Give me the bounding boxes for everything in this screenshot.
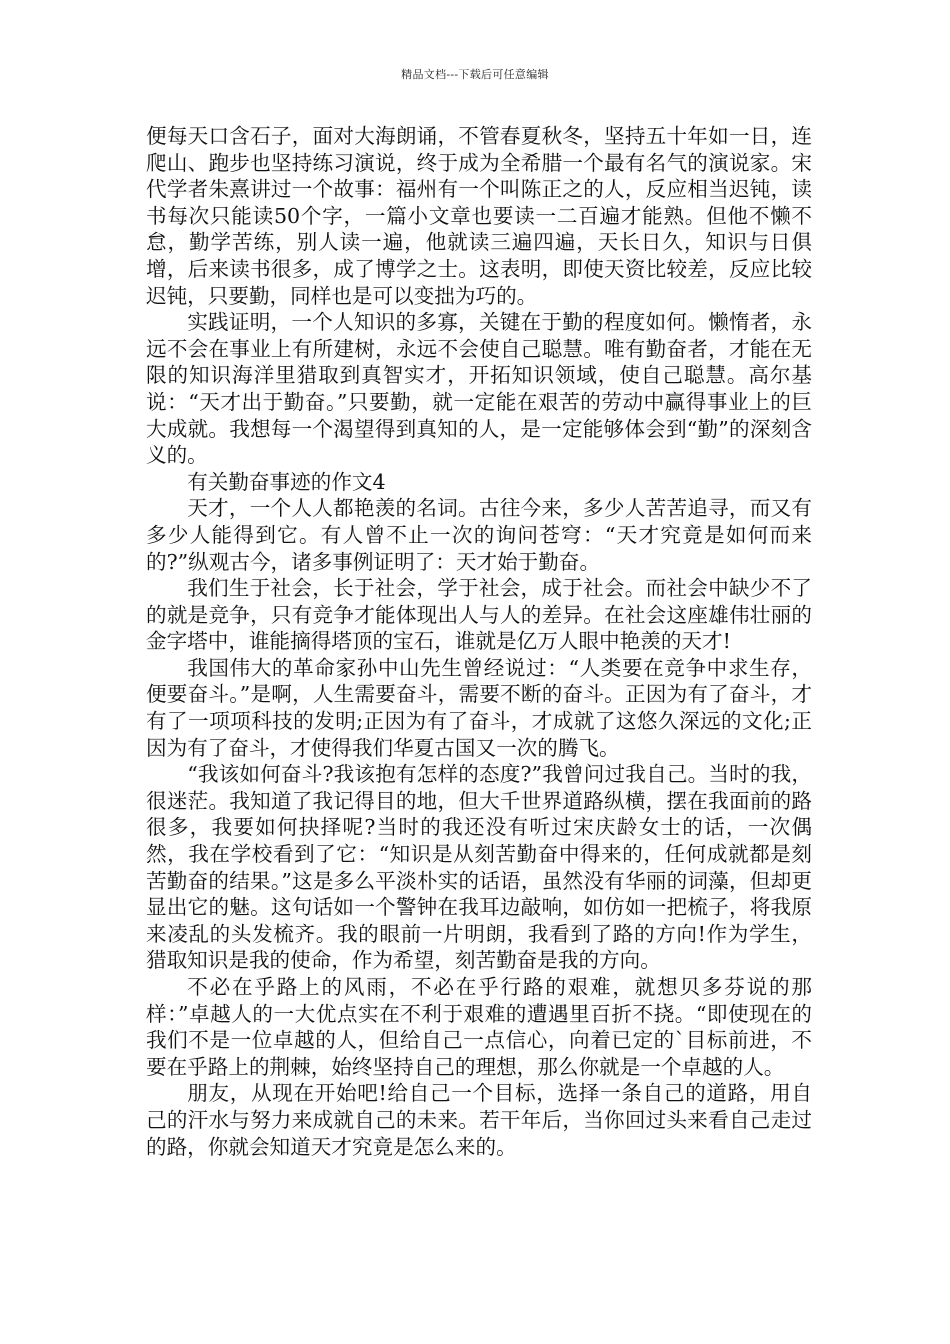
paragraph: 天才，一个人人都艳羡的名词。古往今来，多少人苦苦追寻，而又有多少人能得到它。有人曾不止一次的询问苍穹：“天才究竟是如何而来的?”纵观古今，诸多事例证明了：天才始于勤奋。 (146, 496, 812, 574)
document-body (146, 123, 812, 1160)
paragraph: 不必在乎路上的风雨，不必在乎行路的艰难，就想贝多芬说的那样：”卓越人的一大优点实在不利于艰难的遭遇里百折不挠。“即使现在的我们不是一位卓越的人，但给自己一点信心，向着已定的`目标前进，不要在乎路上的荆棘，始终坚持自己的理想，那么你就是一个卓越的人。 (146, 975, 812, 1079)
paragraph: 我国伟大的革命家孙中山先生曾经说过：“人类要在竞争中求生存，便要奋斗。”是啊，人生需要奋斗，需要不断的奋斗。正因为有了奋斗，才有了一项项科技的发明;正因为有了奋斗，才成就了这悠久深远的文化;正因为有了奋斗，才使得我们华夏古国又一次的腾飞。 (146, 655, 812, 760)
paragraph: 朋友，从现在开始吧!给自己一个目标，选择一条自己的道路，用自己的汗水与努力来成就自己的未来。若干年后，当你回过头来看自己走过的路，你就会知道天才究竟是怎么来的。 (146, 1081, 812, 1159)
paragraph: “我该如何奋斗?我该抱有怎样的态度?”我曾问过我自己。当时的我，很迷茫。我知道了我记得目的地，但大千世界道路纵横，摆在我面前的路很多，我要如何抉择呢?当时的我还没有听过宋庆龄女士的话，一次偶然，我在学校看到了它：“知识是从刻苦勤奋中得来的，任何成就都是刻苦勤奋的结果。”这是多么平淡朴实的话语，虽然没有华丽的词藻，但却更显出它的魅。这句话如一个警钟在我耳边敲响，如仿如一把梳子，将我原来凌乱的头发梳齐。我的眼前一片明朗，我看到了路的方向!作为学生，猎取知识是我的使命，作为希望，刻苦勤奋是我的方向。 (146, 762, 812, 973)
paragraph: 我们生于社会，长于社会，学于社会，成于社会。而社会中缺少不了的就是竞争，只有竞争才能体现出人与人的差异。在社会这座雄伟壮丽的金字塔中，谁能摘得塔顶的宝石，谁就是亿万人眼中艳羡的天才! (146, 576, 812, 654)
paragraph-continuation: 便每天口含石子，面对大海朗诵，不管春夏秋冬，坚持五十年如一日，连爬山、跑步也坚持练习演说，终于成为全希腊一个最有名气的演说家。宋代学者朱熹讲过一个故事：福州有一个叫陈正之的人，反应相当迟钝，读书每次只能读50个字，一篇小文章也要读一二百遍才能熟。但他不懒不怠，勤学苦练，别人读一遍，他就读三遍四遍，天长日久，知识与日俱增，后来读书很多，成了博学之士。这表明，即使天资比较差，反应比较迟钝，只要勤，同样也是可以变拙为巧的。 (146, 124, 812, 308)
page-header: 精品文档---下载后可任意编辑 (401, 68, 549, 81)
paragraph: 实践证明，一个人知识的多寡，关键在于勤的程度如何。懒惰者，永远不会在事业上有所建树，永远不会使自己聪慧。唯有勤奋者，才能在无限的知识海洋里猎取到真智实才，开拓知识领域，使自己聪慧。高尔基说：“天才出于勤奋。”只要勤，就一定能在艰苦的劳动中赢得事业上的巨大成就。我想每一个渴望得到真知的人，是一定能够体会到“勤”的深刻含义的。 (146, 310, 812, 468)
section-heading: 有关勤奋事迹的作文4 (187, 469, 386, 494)
